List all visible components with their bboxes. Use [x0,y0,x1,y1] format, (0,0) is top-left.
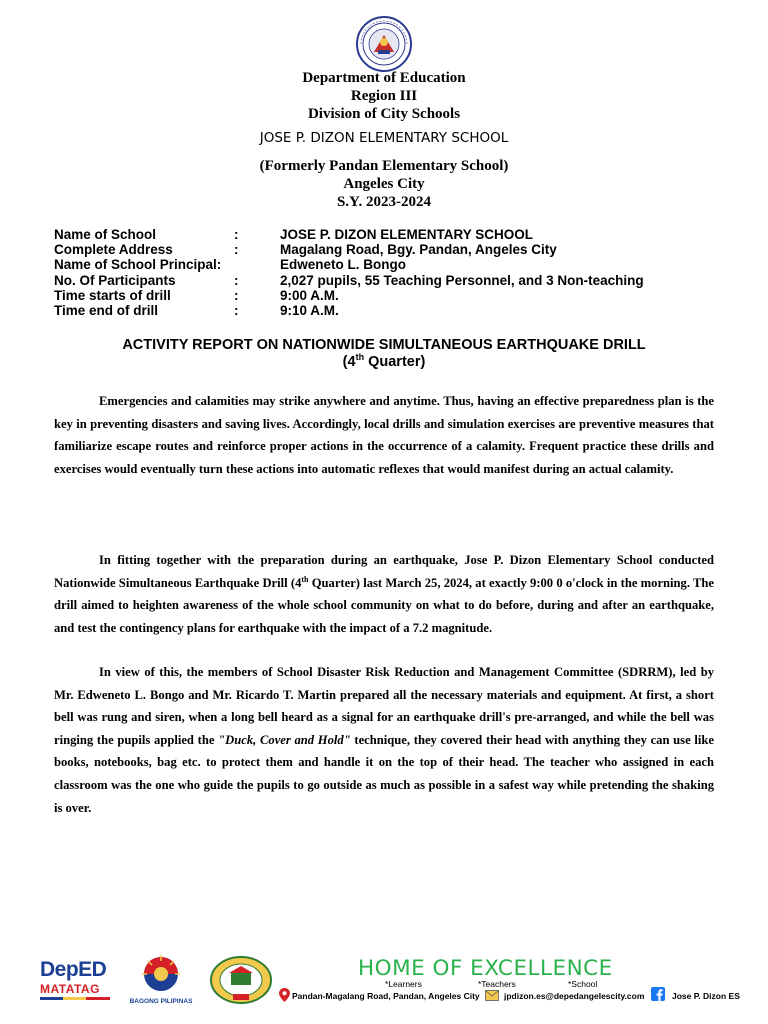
info-value: Edweneto L. Bongo [280,257,406,273]
school-seal-logo [210,956,272,1004]
paragraph-2-ordinal: th [301,574,309,584]
header-school-name: JOSE P. DIZON ELEMENTARY SCHOOL [259,130,509,146]
subtitle-ordinal: th [355,352,365,363]
info-value: 9:00 A.M. [280,287,339,303]
info-label: Name of School Principal: [54,257,222,273]
subtitle-open: (4 [342,354,356,370]
paragraph-3-text-a: In view of this, the members of School Disaster Risk Reduction and Management Committee (SDRRM), led by Mr. Edweneto L. Bongo and Mr. Ricardo T. Martin prepared all the necessary materials and equipment. At first, a short bell was rung and siren, when a long bell heard as a signal for an earthquake drill's pre-arranged, and while the bell was ringing the pupils applied the [54,665,714,747]
info-value: 2,027 pupils, 55 Teaching Personnel, and 3 Non-teaching [280,272,644,288]
paragraph-3 [54,661,714,819]
info-value: 9:10 A.M. [280,302,339,318]
info-colon: : [234,242,239,258]
footer-facebook: Jose P. Dizon ES [672,991,740,1001]
info-value: JOSE P. DIZON ELEMENTARY SCHOOL [280,227,534,242]
header-department: Department of Education [302,70,466,86]
location-pin-icon [279,988,290,1002]
info-row [54,242,734,257]
tag-learners: *Learners [385,979,422,989]
header-region: Region III [350,88,418,104]
bagong-pilipinas-logo [120,952,202,1004]
info-colon: : [234,272,239,288]
header-formerly: (Formerly Pandan Elementary School) [259,158,509,174]
tag-teachers: *Teachers [478,979,516,989]
report-subtitle [0,353,768,371]
footer-email: jpdizon.es@depedangelescity.com [504,991,645,1001]
bagong-pilipinas-text: BAGONG PILIPINAS [129,998,193,1005]
header-division: Division of City Schools [307,106,461,122]
deped-seal-logo [349,15,419,73]
info-label: Time starts of drill [54,287,171,303]
home-of-excellence: HOME OF EXCELLENCE [358,956,613,981]
matatag-stripe [40,997,110,1000]
facebook-icon [651,987,665,1001]
report-title: ACTIVITY REPORT ON NATIONWIDE SIMULTANEOUS EARTHQUAKE DRILL [122,337,646,353]
info-row [54,303,734,318]
paragraph-3-technique: "Duck, Cover and Hold" [218,732,351,747]
info-colon: : [234,227,239,242]
info-label: Complete Address [54,242,173,258]
paragraph-2-text-b: Quarter) last March 25, 2024, at exactly 9:00 0 o'clock in the morning. The drill aimed to heighten awareness of the whole school community on what to do before, during and after an earthquake, and test the contingency plans for earthquake with the impact of a 7.2 magnitude. [54,575,714,635]
info-value: Magalang Road, Bgy. Pandan, Angeles City [280,242,557,258]
header-city: Angeles City [343,176,425,192]
school-info-table [54,227,734,318]
info-label: No. Of Participants [54,272,176,288]
deped-wordmark: DepED [40,958,107,981]
tag-school: *School [568,979,598,989]
info-label: Time end of drill [54,302,159,318]
deped-matatag-logo [40,958,116,1004]
matatag-wordmark: MATATAG [40,982,100,996]
paragraph-1: Emergencies and calamities may strike anywhere and anytime. Thus, having an effective preparedness plan is the key in preventing disasters and saving lives. Accordingly, local drills and simulation exercises are preventive measures that familiarize escape routes and reinforce proper actions in the occurrence of a calamity. Frequent practice these drills and exercises would eventually turn these actions into automatic reflexes that would manifest during an actual calamity. [54,394,714,476]
header-school-year: S.Y. 2023-2024 [336,194,432,210]
paragraph-2-text-a: In fitting together with the preparation during an earthquake, Jose P. Dizon Elementary School conducted Nationwide Simultaneous Earthquake Drill (4 [54,553,714,590]
info-row [54,257,734,272]
subtitle-close: Quarter) [364,354,426,370]
info-colon: : [234,302,239,318]
info-label: Name of School [54,227,157,242]
bagong-pilipinas-emblem [120,952,202,992]
footer-address: Pandan-Magalang Road, Pandan, Angeles City [292,991,480,1001]
info-row [54,273,734,288]
paragraph-3-text-b: technique, they covered their head with anything they can use like books, notebooks, bag etc. to protect them and handle it on the top of their head. The teacher who assigned in each classroom was the one who guide the pupils to go outside as much as possible in a safest way while pretending the shaking is over. [54,732,714,815]
email-icon [485,990,499,1001]
paragraph-2 [54,549,714,639]
info-row [54,288,734,303]
info-colon: : [234,287,239,303]
info-row [54,227,734,242]
